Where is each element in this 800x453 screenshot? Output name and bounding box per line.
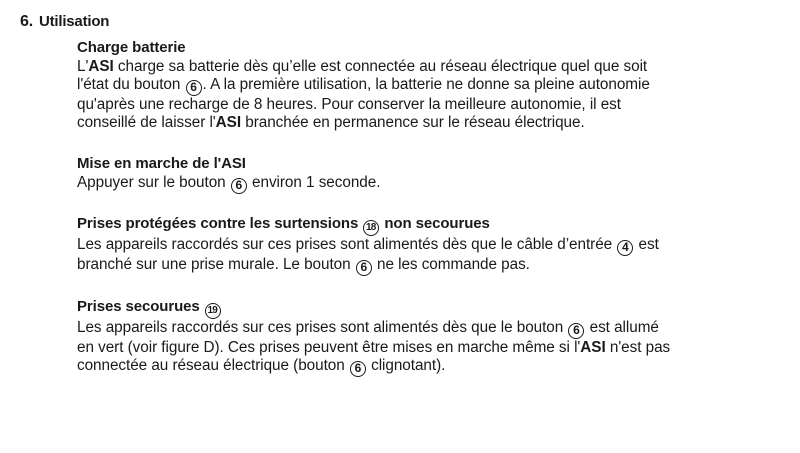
text-run: charge sa batterie dès qu’elle est connectée au réseau électrique quel que soit (113, 58, 648, 75)
section-number: 6. (20, 13, 33, 30)
text-run: L' (77, 58, 89, 75)
brand-asi: ASI (88, 58, 114, 75)
heading-text: non secourues (380, 215, 490, 232)
paragraph (77, 236, 777, 276)
heading-text: Prises secourues (77, 298, 204, 315)
brand-asi: ASI (580, 339, 606, 356)
ref-circle-4: 4 (617, 240, 633, 256)
text-run: en vert (voir figure D). Ces prises peuvent être mises en marche même si l' (77, 339, 581, 356)
section-header (20, 12, 109, 32)
ref-circle-18: 18 (363, 220, 379, 236)
subsection-heading (77, 214, 777, 236)
subsection-mise-en-marche (77, 154, 777, 194)
text-run: Les appareils raccordés sur ces prises sont alimentés dès que le bouton (77, 319, 568, 336)
subsection-charge-batterie (77, 38, 777, 132)
text-run: qu'après une recharge de 8 heures. Pour conserver la meilleure autonomie, il est (77, 96, 621, 113)
text-run: branchée en permanence sur le réseau électrique. (241, 114, 585, 131)
subsection-prises-protegees (77, 214, 777, 276)
paragraph (77, 174, 777, 194)
paragraph (77, 58, 777, 132)
ref-circle-6: 6 (186, 80, 202, 96)
section-title: Utilisation (38, 13, 110, 30)
text-run: est (634, 236, 659, 253)
text-run: conseillé de laisser l' (77, 114, 216, 131)
text-run: branché sur une prise murale. Le bouton (77, 256, 355, 273)
text-run: . A la première utilisation, la batterie ne donne sa pleine autonomie (202, 76, 650, 93)
subsection-heading: Mise en marche de l'ASI (77, 155, 246, 172)
text-run: connectée au réseau électrique (bouton (77, 357, 349, 374)
subsection-prises-secourues (77, 297, 777, 377)
brand-asi: ASI (215, 114, 242, 131)
ref-circle-6: 6 (231, 178, 247, 194)
paragraph (77, 319, 777, 377)
subsection-heading: Charge batterie (77, 39, 186, 56)
ref-circle-6: 6 (568, 323, 584, 339)
subsection-heading (77, 297, 777, 319)
text-run: n'est pas (605, 339, 671, 356)
text-run: Appuyer sur le bouton (77, 174, 230, 191)
ref-circle-6: 6 (356, 260, 372, 276)
text-run: l'état du bouton (77, 76, 185, 93)
ref-circle-6: 6 (350, 361, 366, 377)
text-run: clignotant). (366, 357, 446, 374)
heading-text: Prises protégées contre les surtensions (77, 215, 363, 232)
text-run: Les appareils raccordés sur ces prises sont alimentés dès que le câble d’entrée (77, 236, 617, 253)
ref-circle-19: 19 (205, 303, 221, 319)
text-run: ne les commande pas. (372, 256, 530, 273)
text-run: est allumé (585, 319, 659, 336)
text-run: environ 1 seconde. (247, 174, 381, 191)
